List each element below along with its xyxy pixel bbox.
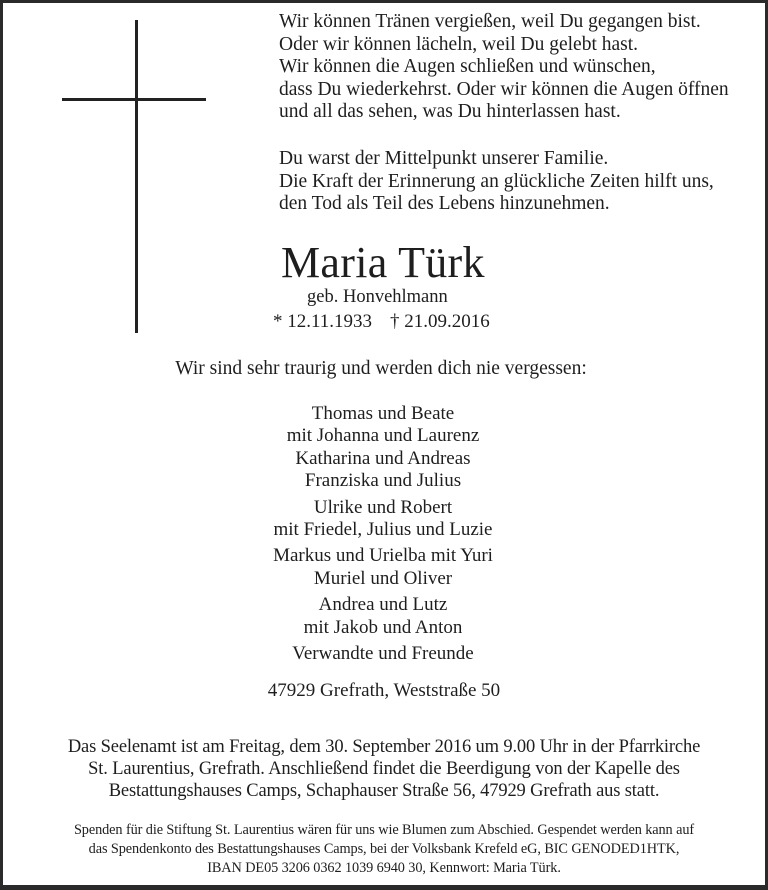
mourner-line: mit Jakob und Anton (303, 616, 463, 638)
poem-line: Du warst der Mittelpunkt unserer Familie. (279, 148, 609, 169)
mourners-list (3, 403, 765, 669)
mourner-line: Andrea und Lutz (318, 594, 448, 616)
service-line: St. Laurentius, Grefrath. Anschließend findet die Beerdigung von der Kapelle des (88, 759, 680, 779)
donation-notice (3, 821, 765, 878)
donation-line: Spenden für die Stiftung St. Laurentius wären für uns wie Blumen zum Abschied. Gespendet werden kann auf (73, 822, 695, 838)
mourning-line: Wir sind sehr traurig und werden dich nie vergessen: (175, 358, 587, 379)
mourner-line: Verwandte und Freunde (292, 643, 474, 665)
mourner-line: Muriel und Oliver (313, 567, 453, 589)
poem-stanza-1 (279, 11, 729, 124)
mourner-line: Thomas und Beate (311, 403, 455, 424)
deceased-name: Maria Türk (281, 238, 485, 287)
obituary-notice (3, 3, 765, 885)
maiden-name: geb. Honvehlmann (307, 287, 448, 307)
cross-horizontal-bar (62, 98, 206, 101)
mourner-line: Markus und Urielba mit Yuri (273, 545, 493, 567)
poem-line: und all das sehen, was Du hinterlassen hast. (279, 101, 621, 123)
mourner-line: mit Friedel, Julius und Luzie (273, 519, 493, 541)
poem-line: Wir können Tränen vergießen, weil Du gegangen bist. (279, 11, 701, 32)
poem-stanza-2 (279, 148, 714, 216)
poem-line: Wir können die Augen schließen und wünschen, (279, 56, 656, 78)
mourner-line: Katharina und Andreas (295, 447, 471, 469)
service-notice (3, 736, 765, 802)
mourner-line: Franziska und Julius (304, 470, 462, 492)
family-address: 47929 Grefrath, Weststraße 50 (267, 680, 501, 701)
poem-line: Die Kraft der Erinnerung an glückliche Zeiten hilft uns, (279, 170, 714, 192)
life-dates (273, 311, 490, 333)
mourner-line: Ulrike und Robert (313, 496, 453, 518)
mourner-group (3, 497, 765, 542)
donation-line: das Spendenkonto des Bestattungshauses Camps, bei der Volksbank Krefeld eG, BIC GENODED1HTK, (88, 841, 680, 857)
cross-vertical-bar (135, 20, 138, 333)
service-line: Bestattungshauses Camps, Schaphauser Straße 56, 47929 Grefrath aus statt. (108, 781, 660, 801)
poem-line: den Tod als Teil des Lebens hinzunehmen. (279, 193, 610, 215)
mourner-group (3, 545, 765, 590)
donation-line: IBAN DE05 3206 0362 1039 6940 30, Kennwort: Maria Türk. (207, 860, 561, 876)
birth-date: * 12.11.1933 (273, 311, 373, 332)
service-line: Das Seelenamt ist am Freitag, dem 30. September 2016 um 9.00 Uhr in der Pfarrkirche (67, 737, 701, 757)
mourner-group (3, 403, 765, 493)
mourner-group (3, 643, 765, 665)
death-date: † 21.09.2016 (390, 311, 490, 332)
mourner-group (3, 594, 765, 639)
poem-line: dass Du wiederkehrst. Oder wir können die Augen öffnen (279, 78, 729, 100)
poem-line: Oder wir können lächeln, weil Du gelebt hast. (279, 33, 639, 55)
mourner-line: mit Johanna und Laurenz (286, 425, 480, 447)
